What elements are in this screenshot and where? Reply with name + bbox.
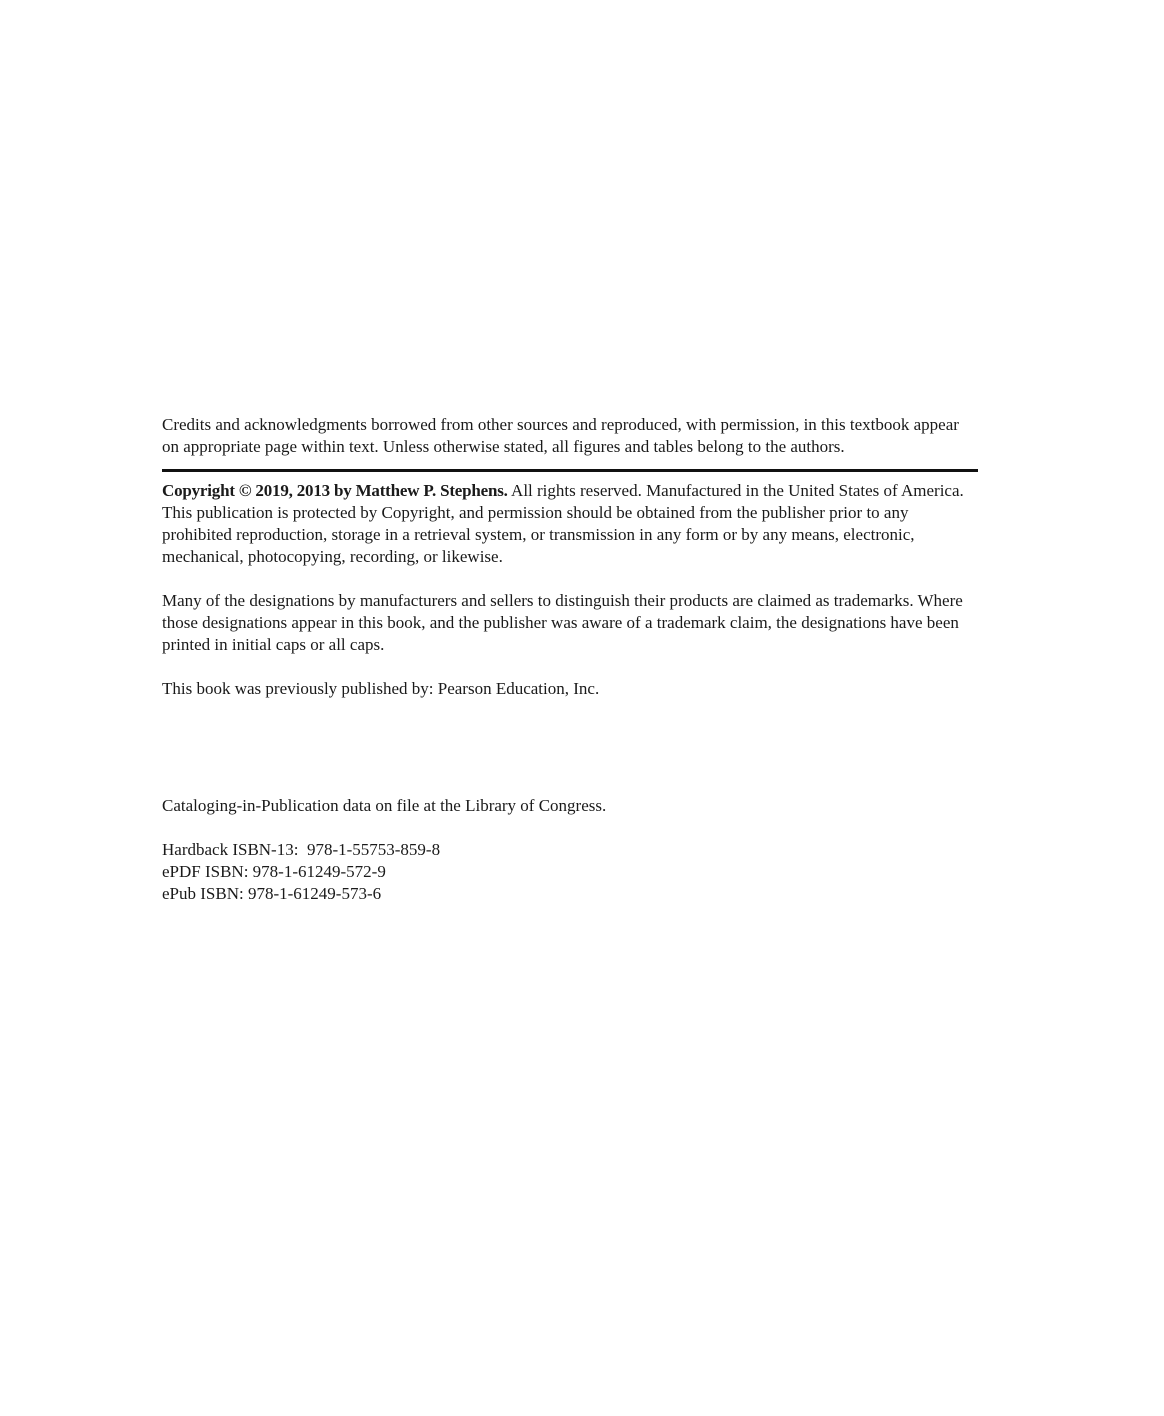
copyright-paragraph bbox=[162, 480, 978, 568]
previous-publisher-line: This book was previously published by: Pearson Education, Inc. bbox=[162, 679, 600, 698]
trademarks-paragraph: Many of the designations by manufacturers and sellers to distinguish their products are claimed as trademarks. Where those designations appear in this book, and the publisher was aware of a trademark claim, the designations have been printed in initial caps or all caps. bbox=[162, 591, 963, 654]
isbn-hardback: Hardback ISBN-13: 978-1-55753-859-8 bbox=[162, 840, 441, 859]
isbn-list bbox=[162, 839, 978, 905]
cip-line: Cataloging-in-Publication data on file at the Library of Congress. bbox=[162, 796, 607, 815]
isbn-epub: ePub ISBN: 978-1-61249-573-6 bbox=[162, 884, 382, 903]
isbn-epdf: ePDF ISBN: 978-1-61249-572-9 bbox=[162, 862, 386, 881]
horizontal-rule bbox=[162, 469, 978, 472]
copyright-lead: Copyright © 2019, 2013 by Matthew P. Stephens. bbox=[162, 481, 508, 500]
copyright-body: All rights reserved. Manufactured in the United States of America. This publication is protected by Copyright, and permission should be obtained from the publisher prior to any prohibited reproduction, storage in a retrieval system, or transmission in any form or by any means, electronic, mechanical, photocopying, recording, or likewise. bbox=[162, 481, 964, 566]
credits-paragraph: Credits and acknowledgments borrowed from other sources and reproduced, with permission, in this textbook appear on appropriate page within text. Unless otherwise stated, all figures and tables belong to the authors. bbox=[162, 415, 959, 456]
copyright-page bbox=[162, 414, 978, 905]
